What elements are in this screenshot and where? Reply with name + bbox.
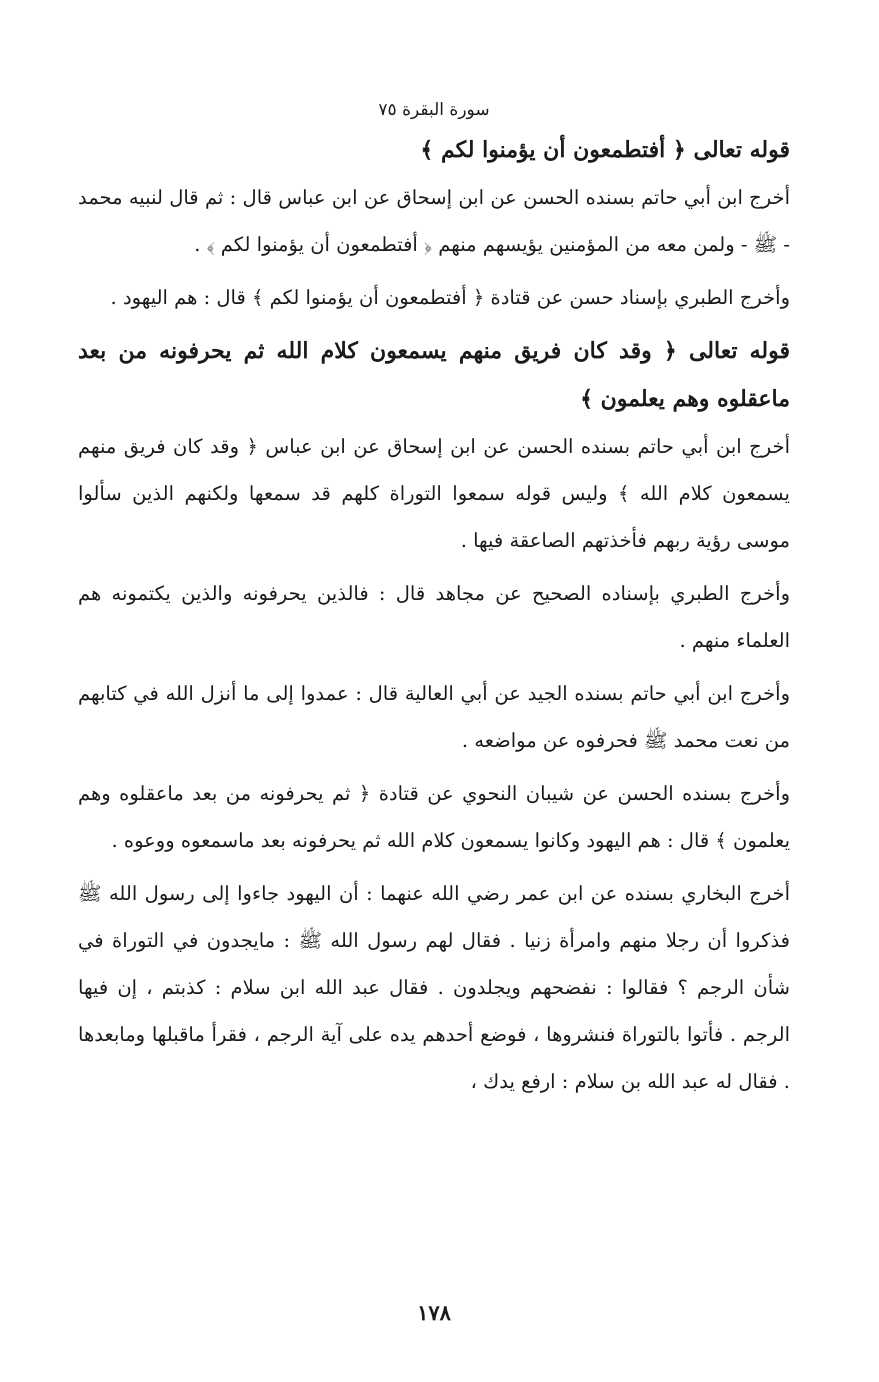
page-number: ١٧٨: [417, 1300, 451, 1325]
paragraph-4: وأخرج الطبري بإسناده الصحيح عن مجاهد قال : فالذين يحرفونه والذين يكتمونه هم العلماء منهم .: [78, 582, 790, 652]
running-header: سورة البقرة ٧٥: [378, 100, 490, 120]
document-page: [78, 96, 790, 1376]
section-heading-1: قوله تعالى ﴿ أفتطمعون أن يؤمنوا لكم ﴾: [420, 137, 790, 163]
paragraph-1: أخرج ابن أبي حاتم بسنده الحسن عن ابن إسحاق عن ابن عباس قال : ثم قال لنبيه محمد - ﷺ - ولمن معه من المؤمنين يؤيسهم منهم ﴿ أفتطمعون أن يؤمنوا لكم ﴾ .: [78, 186, 790, 256]
paragraph-2: وأخرج الطبري بإسناد حسن عن قتادة ﴿ أفتطمعون أن يؤمنوا لكم ﴾ قال : هم اليهود .: [110, 286, 790, 309]
paragraph-3: أخرج ابن أبي حاتم بسنده الحسن عن ابن إسحاق عن ابن عباس ﴿ وقد كان فريق منهم يسمعون كلام الله ﴾ وليس قوله سمعوا التوراة كلهم قد سمعها ولكنهم الذين سألوا موسى رؤية ربهم فأخذتهم الصاعقة فيها .: [78, 435, 790, 552]
paragraph-6: وأخرج بسنده الحسن عن شيبان النحوي عن قتادة ﴿ ثم يحرفونه من بعد ماعقلوه وهم يعلمون ﴾ قال : هم اليهود وكانوا يسمعون كلام الله ثم يحرفونه بعد ماسمعوه ووعوه .: [78, 782, 790, 852]
paragraph-7: أخرج البخاري بسنده عن ابن عمر رضي الله عنهما : أن اليهود جاءوا إلى رسول الله ﷺ فذكروا أن رجلا منهم وامرأة زنيا . فقال لهم رسول الله ﷺ : مايجدون في التوراة في شأن الرجم ؟ فقالوا : نفضحهم ويجلدون . فقال عبد الله ابن سلام : كذبتم ، إن فيها الرجم . فأتوا بالتوراة فنشروها ، فوضع أحدهم يده على آية الرجم ، فقرأ ماقبلها ومابعدها . فقال له عبد الله بن سلام : ارفع يدك ،: [78, 882, 791, 1093]
paragraph-5: وأخرج ابن أبي حاتم بسنده الجيد عن أبي العالية قال : عمدوا إلى ما أنزل الله في كتابهم من نعت محمد ﷺ فحرفوه عن مواضعه .: [78, 682, 790, 752]
section-heading-2: قوله تعالى ﴿ وقد كان فريق منهم يسمعون كلام الله ثم يحرفونه من بعد ماعقلوه وهم يعلمون ﴾: [78, 338, 790, 412]
